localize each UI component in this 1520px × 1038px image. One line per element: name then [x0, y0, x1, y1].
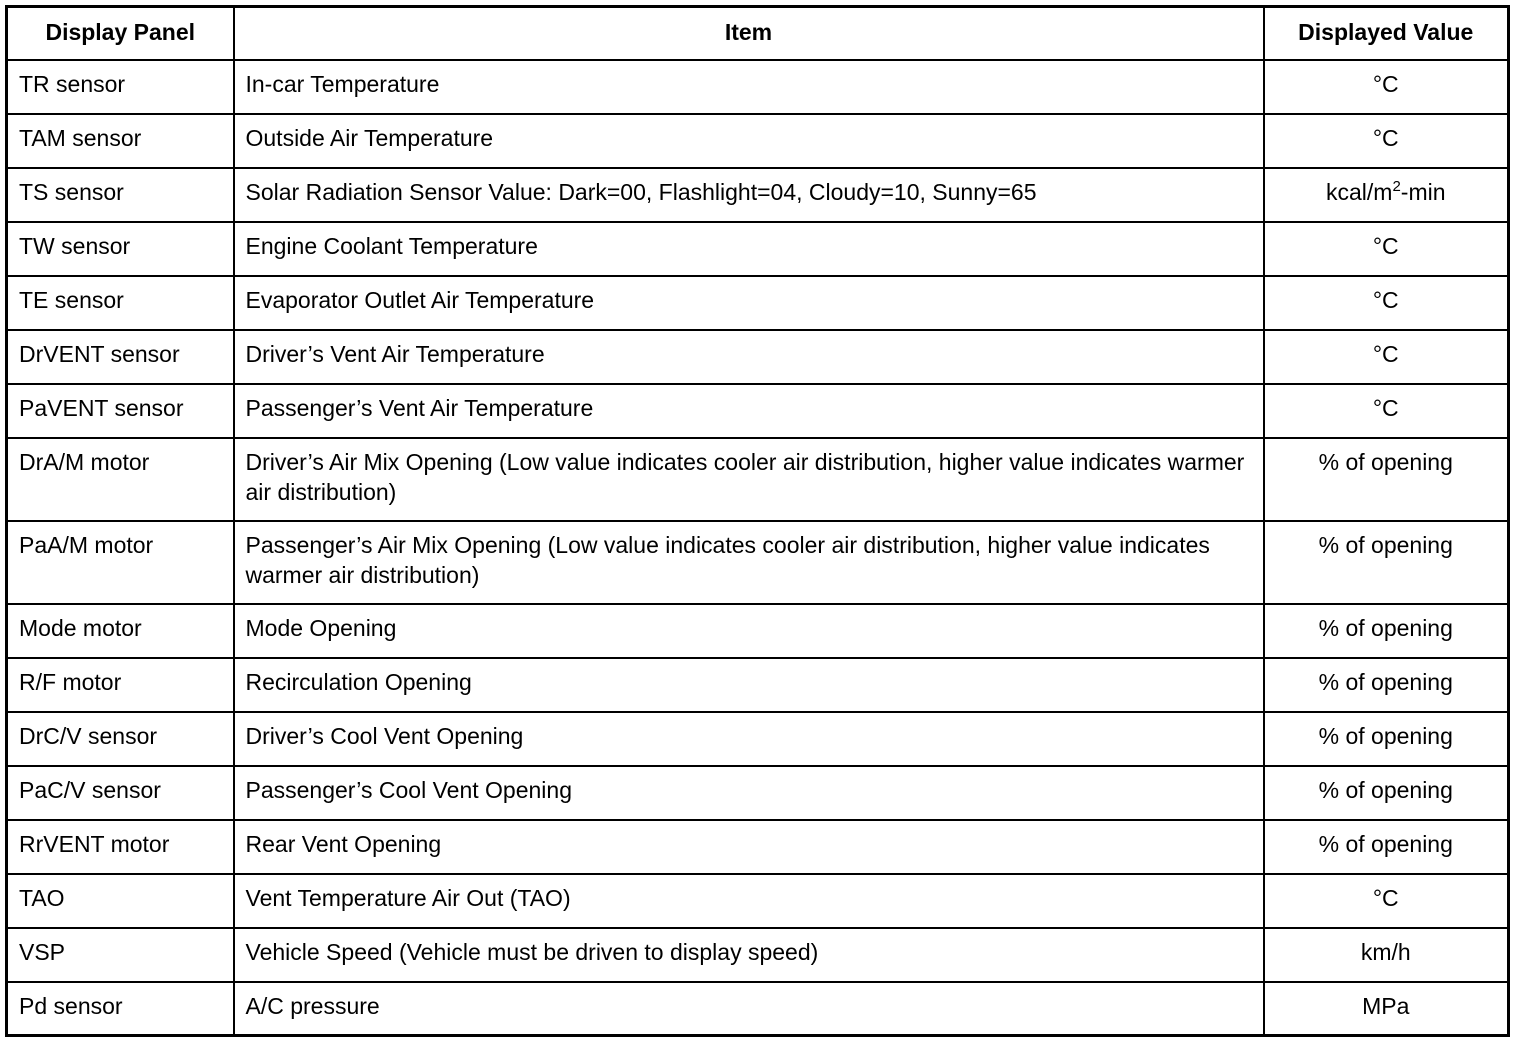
- item-cell: Solar Radiation Sensor Value: Dark=00, Flashlight=04, Cloudy=10, Sunny=65: [234, 168, 1264, 222]
- panel-cell: TAO: [7, 874, 234, 928]
- item-cell: Vent Temperature Air Out (TAO): [234, 874, 1264, 928]
- table-row: [7, 114, 1509, 168]
- value-cell: % of opening: [1264, 658, 1509, 712]
- item-cell: Vehicle Speed (Vehicle must be driven to display speed): [234, 928, 1264, 982]
- value-cell: °C: [1264, 60, 1509, 114]
- table-row: [7, 766, 1509, 820]
- header-row: [7, 7, 1509, 60]
- table-row: [7, 982, 1509, 1036]
- value-cell: km/h: [1264, 928, 1509, 982]
- item-cell: In-car Temperature: [234, 60, 1264, 114]
- header-display-panel: Display Panel: [7, 7, 234, 60]
- table-row: [7, 438, 1509, 521]
- header-displayed-value: Displayed Value: [1264, 7, 1509, 60]
- panel-cell: PaVENT sensor: [7, 384, 234, 438]
- panel-cell: TS sensor: [7, 168, 234, 222]
- value-cell: °C: [1264, 874, 1509, 928]
- table-row: [7, 276, 1509, 330]
- unit-superscript: 2: [1392, 177, 1401, 195]
- table-row: [7, 874, 1509, 928]
- value-cell: °C: [1264, 222, 1509, 276]
- panel-cell: PaC/V sensor: [7, 766, 234, 820]
- panel-cell: DrVENT sensor: [7, 330, 234, 384]
- item-cell: Mode Opening: [234, 604, 1264, 658]
- panel-cell: TR sensor: [7, 60, 234, 114]
- item-cell: Engine Coolant Temperature: [234, 222, 1264, 276]
- panel-cell: Mode motor: [7, 604, 234, 658]
- table-row: [7, 604, 1509, 658]
- value-cell: % of opening: [1264, 712, 1509, 766]
- table-row: [7, 168, 1509, 222]
- header-item: Item: [234, 7, 1264, 60]
- panel-cell: DrA/M motor: [7, 438, 234, 521]
- item-cell: Passenger’s Air Mix Opening (Low value indicates cooler air distribution, higher value indicates warmer air distribution): [234, 521, 1264, 604]
- panel-cell: PaA/M motor: [7, 521, 234, 604]
- table-row: [7, 820, 1509, 874]
- value-cell: °C: [1264, 276, 1509, 330]
- table-row: [7, 60, 1509, 114]
- table-row: [7, 712, 1509, 766]
- table-row: [7, 222, 1509, 276]
- value-cell: °C: [1264, 384, 1509, 438]
- value-cell: °C: [1264, 330, 1509, 384]
- item-cell: Passenger’s Cool Vent Opening: [234, 766, 1264, 820]
- display-values-table: [5, 5, 1510, 1037]
- table-row: [7, 658, 1509, 712]
- value-cell: % of opening: [1264, 604, 1509, 658]
- table-row: [7, 384, 1509, 438]
- table-row: [7, 330, 1509, 384]
- panel-cell: RrVENT motor: [7, 820, 234, 874]
- item-cell: Driver’s Vent Air Temperature: [234, 330, 1264, 384]
- panel-cell: R/F motor: [7, 658, 234, 712]
- item-cell: A/C pressure: [234, 982, 1264, 1036]
- value-cell: °C: [1264, 114, 1509, 168]
- value-cell: MPa: [1264, 982, 1509, 1036]
- panel-cell: Pd sensor: [7, 982, 234, 1036]
- value-cell: % of opening: [1264, 766, 1509, 820]
- value-cell: [1264, 168, 1509, 222]
- panel-cell: TAM sensor: [7, 114, 234, 168]
- item-cell: Passenger’s Vent Air Temperature: [234, 384, 1264, 438]
- value-cell: % of opening: [1264, 438, 1509, 521]
- item-cell: Evaporator Outlet Air Temperature: [234, 276, 1264, 330]
- value-cell: % of opening: [1264, 521, 1509, 604]
- table-row: [7, 521, 1509, 604]
- panel-cell: DrC/V sensor: [7, 712, 234, 766]
- item-cell: Driver’s Air Mix Opening (Low value indicates cooler air distribution, higher value indicates warmer air distribution): [234, 438, 1264, 521]
- unit-text: kcal/m: [1325, 178, 1393, 205]
- item-cell: Rear Vent Opening: [234, 820, 1264, 874]
- item-cell: Outside Air Temperature: [234, 114, 1264, 168]
- panel-cell: TE sensor: [7, 276, 234, 330]
- unit-suffix: -min: [1400, 178, 1446, 205]
- panel-cell: VSP: [7, 928, 234, 982]
- item-cell: Driver’s Cool Vent Opening: [234, 712, 1264, 766]
- value-cell: % of opening: [1264, 820, 1509, 874]
- panel-cell: TW sensor: [7, 222, 234, 276]
- item-cell: Recirculation Opening: [234, 658, 1264, 712]
- table-row: [7, 928, 1509, 982]
